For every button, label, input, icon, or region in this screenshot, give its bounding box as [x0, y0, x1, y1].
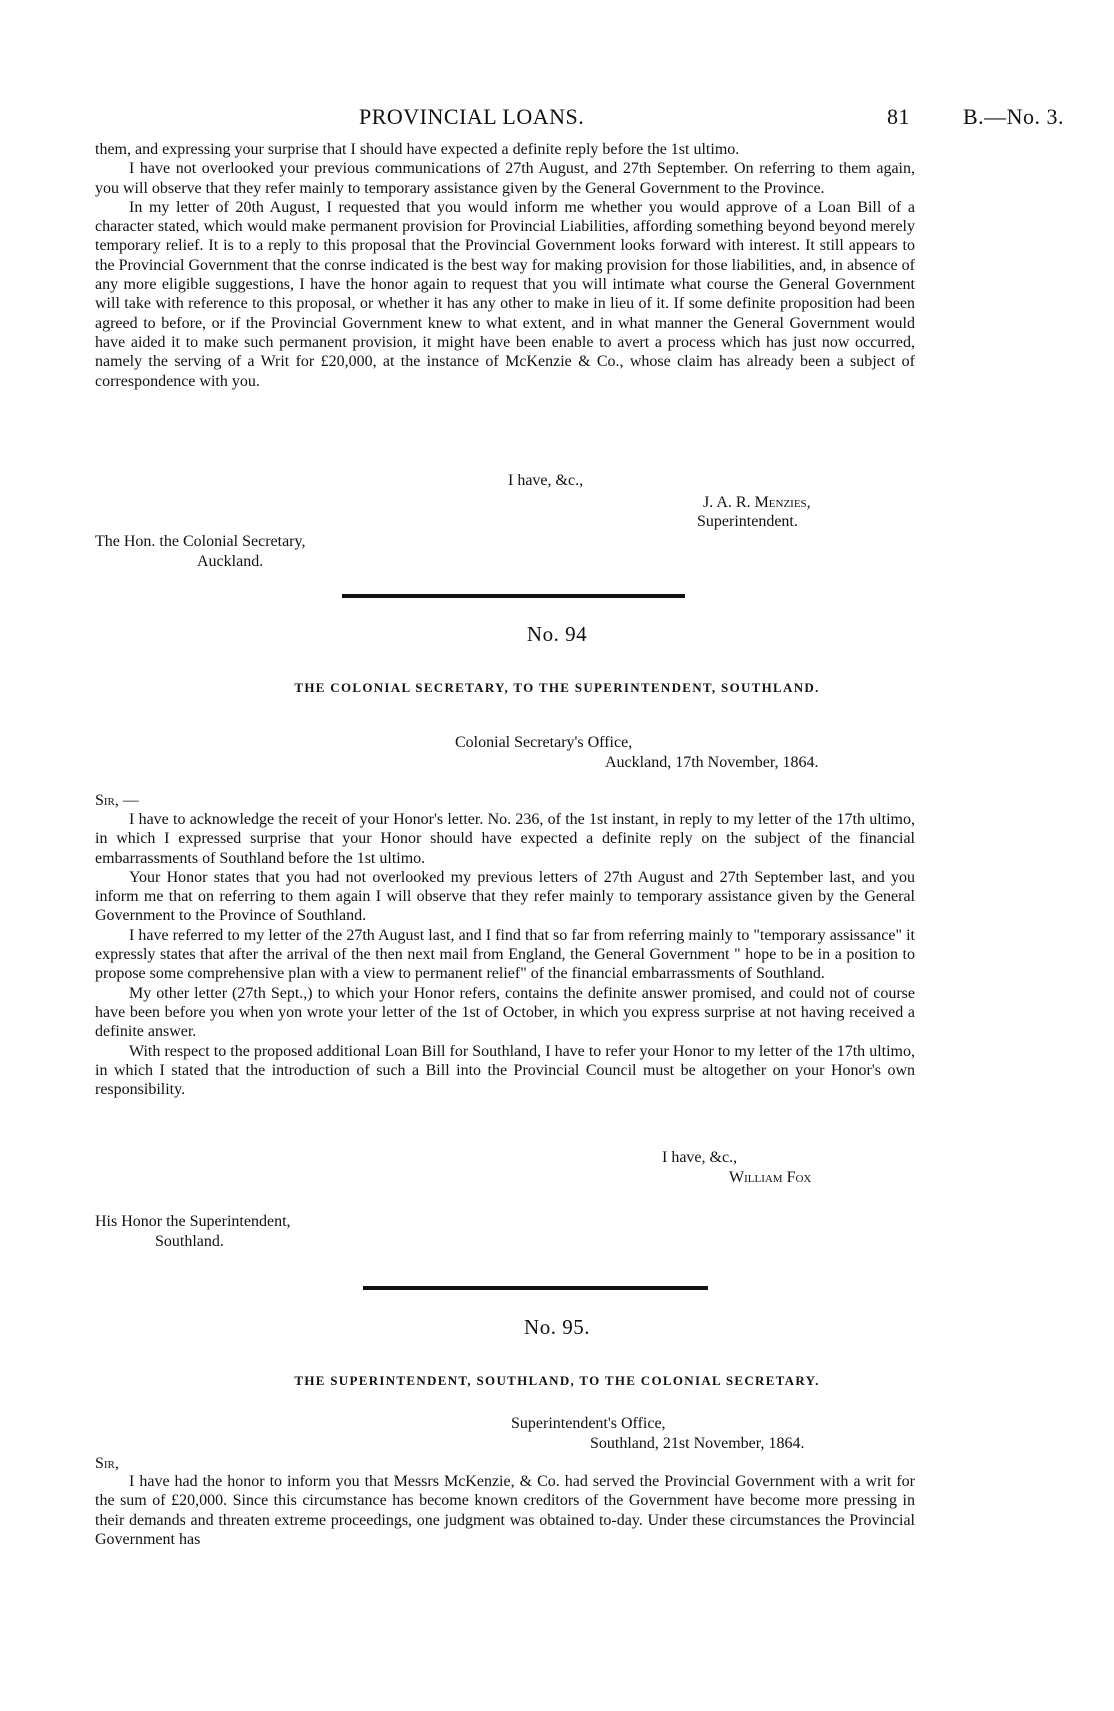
letter-93-signature-name: J. A. R. Menzies, [703, 494, 811, 511]
letter-95-salutation: Sir, [95, 1455, 119, 1472]
letter-93-closing: I have, &c., [508, 472, 584, 489]
letter-94-place-date: Auckland, 17th November, 1864. [605, 754, 819, 771]
letter-95-office: Superintendent's Office, [511, 1415, 666, 1432]
paragraph: I have to acknowledge the receit of your Honor's letter. No. 236, of the 1st instant, in reply to my letter of the 17th ultimo, in which I expressed surprise that your Honor should have expected a definite reply on the subject of the financial embarrassments of Southland before the 1st ultimo. [95, 811, 915, 867]
paragraph: I have had the honor to inform you that Messrs McKenzie, & Co. had served the Provincial Government with a writ for the sum of £20,000. Since this circumstance has become known creditors of the Government have become more pressing in their demands and threaten extreme proceedings, one judgment was obtained to-day. Under these circumstances the Provincial Government has [95, 1473, 915, 1548]
letter-94-office: Colonial Secretary's Office, [455, 734, 633, 751]
letter-94-addressee-line1: His Honor the Superintendent, [95, 1213, 291, 1230]
letter-93-addressee-line1: The Hon. the Colonial Secretary, [95, 533, 306, 550]
paragraph: My other letter (27th Sept.,) to which your Honor refers, contains the definite answer promised, and could not of course have been before you when yon wrote your letter of the 1st of October, in which you express surprise at not having received a definite answer. [95, 984, 915, 1041]
paragraph: them, and expressing your surprise that I should have expected a definite reply before the 1st ultimo. [95, 141, 740, 158]
paragraph: In my letter of 20th August, I requested that you would inform me whether you would approve of a Loan Bill of a character stated, which would make permanent provision for Provincial Liabilities, affording something beyond beyond merely temporary relief. It is to a reply to this proposal that the Provincial Government looks forward with interest. It still appears to the Provincial Government that the conrse indicated is the best way for making provision for those liabilities, and, in absence of any more eligible suggestions, I have the honor again to request that you will intimate what course the General Government will take with reference to this proposal, or whether it has any other to make in lieu of it. If some definite proposition had been agreed to before, or if the Provincial Government knew to what extent, and in what manner the General Government would have aided it to make such permanent provision, it might have been enable to avert a process which has just now occurred, namely the serving of a Writ for £20,000, at the instance of McKenzie & Co., whose claim has already been a subject of correspondence with you. [95, 198, 915, 390]
letter-93-body [95, 140, 915, 391]
letter-94-number: No. 94 [526, 622, 588, 646]
letter-94-body [95, 810, 915, 1099]
page-number: 81 [887, 104, 910, 129]
letter-95-place-date: Southland, 21st November, 1864. [590, 1435, 805, 1452]
letter-93-addressee-line2: Auckland. [197, 553, 264, 570]
paragraph: I have referred to my letter of the 27th August last, and I find that so far from referring mainly to "temporary assissance" it expressly states that after the arrival of the then next mail from England, the General Government " hope to be in a position to propose some comprehensive plan with a view to permanent relief" of the financial embarrassments of Southland. [95, 926, 915, 983]
paragraph: Your Honor states that you had not overlooked my previous letters of 27th August and 27th September last, and you inform me that on referring to them again I will observe that they refer mainly to temporary assistance given by the General Government to the Province of Southland. [95, 868, 915, 925]
section-divider [363, 1286, 708, 1290]
letter-94-closing: I have, &c., [662, 1149, 738, 1166]
letter-93-signature-title: Superintendent. [697, 513, 798, 530]
letter-95-heading: THE SUPERINTENDENT, SOUTHLAND, TO THE COLONIAL SECRETARY. [294, 1373, 820, 1388]
paragraph: I have not overlooked your previous communications of 27th August, and 27th September. On referring to them again, you will observe that they refer mainly to temporary assistance given by the General Government to the Province. [95, 160, 915, 197]
letter-94-heading: THE COLONIAL SECRETARY, TO THE SUPERINTENDENT, SOUTHLAND. [294, 680, 820, 695]
header-title: PROVINCIAL LOANS. [359, 104, 585, 129]
letter-94-addressee-line2: Southland. [155, 1233, 224, 1250]
document-reference: B.—No. 3. [963, 104, 1065, 129]
paragraph: With respect to the proposed additional Loan Bill for Southland, I have to refer your Honor to my letter of the 17th ultimo, in which I stated that the introduction of such a Bill into the Provincial Council must be altogether on your Honor's own responsibility. [95, 1042, 915, 1099]
letter-94-salutation: Sir, — [95, 792, 139, 809]
letter-95-number: No. 95. [524, 1315, 590, 1339]
letter-94-signature: William Fox [729, 1169, 812, 1186]
section-divider [342, 594, 685, 598]
letter-95-body [95, 1472, 915, 1549]
